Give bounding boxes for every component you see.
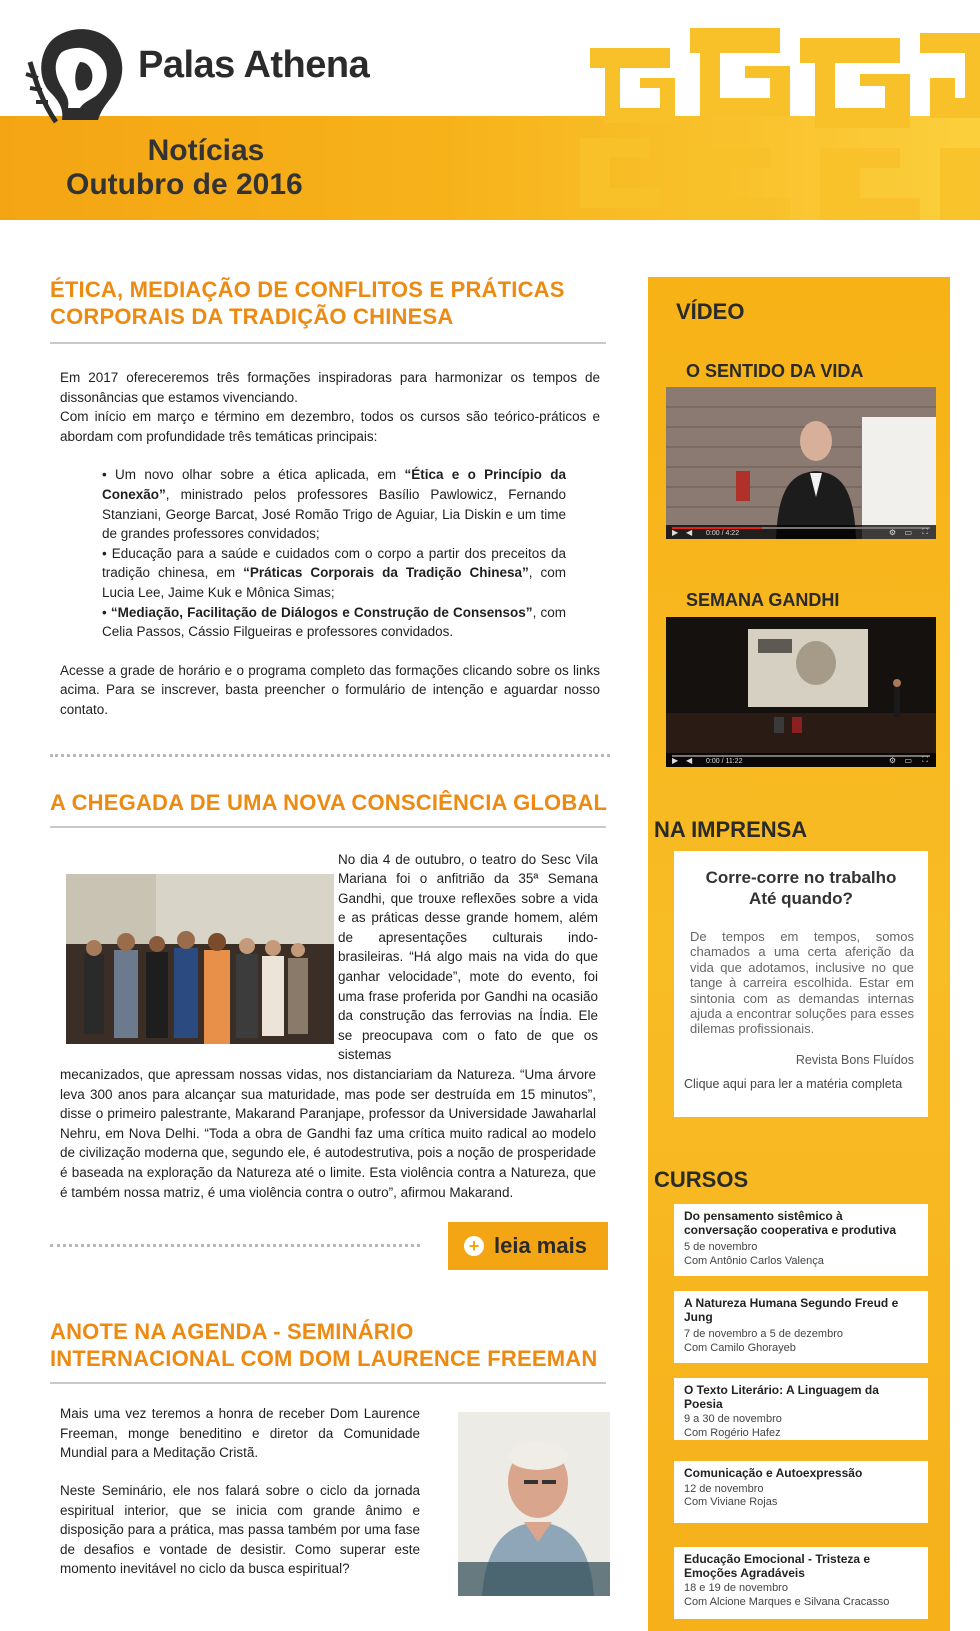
course-link[interactable]: “Ética e o Princípio da Conexão” (102, 467, 566, 502)
bullet-item (102, 544, 566, 603)
video-player[interactable] (666, 387, 936, 539)
course-date: 7 de novembro a 5 de dezembro (684, 1328, 843, 1340)
dotted-divider (50, 754, 610, 757)
article-gandhi (50, 789, 610, 1283)
event-photo (66, 874, 334, 1044)
course-title: Educação Emocional - Tristeza e Emoções Agradáveis (684, 1552, 871, 1580)
volume-icon[interactable]: ◀ (686, 528, 693, 537)
video-title: O SENTIDO DA VIDA (686, 361, 864, 381)
course-card[interactable] (674, 1378, 928, 1440)
press-text: De tempos em tempos, somos chamados a uma certa aferição da vida que adotamos, inclusive no que tange à carreira escolhida. Estar em sintonia com as demandas internas ajuda a encontrar soluções para esses dilemas profissionais. (690, 929, 914, 1037)
bullet-text: • Um novo olhar sobre a ética aplicada, em (102, 467, 405, 483)
paragraph: No dia 4 de outubro, o teatro do Sesc Vila Mariana foi o anfitrião da 35ª Semana Gandhi, que trouxe reflexões sobre a vida e as práticas desse grande homem, além de apresentações culturais indo-brasileiras. “Há algo mais na vida do que ganhar velocidade”, mote do evento, foi uma frase proferida por Gandhi na ocasião da construção das ferrovias na Índia. Ele se preocupava com o fato de que os sistemas (338, 851, 598, 1063)
course-teacher: Com Rogério Hafez (684, 1426, 781, 1439)
bullet-text: , ministrado pelos professores Basílio Pawlowicz, Fernando Stanziani, George Barcat, José Romão Trigo de Aguiar, Lia Diskin e um time de grandes professores convidados; (102, 486, 566, 542)
speaker-photo (458, 1412, 610, 1596)
newsletter-date: Outubro de 2016 (66, 168, 303, 201)
paragraph: mecanizados, que apressam nossas vidas, nos distanciariam da Natureza. “Uma árvore leva 300 anos para alcançar sua maturidade, mas pode ser destruída em 15 minutos”, disse o primeiro palestrante, Makarand Paranjape, professor da Universidade Jawaharlal Nehru, em Nova Delhi. “Toda a obra de Gandhi faz uma crítica muito radical ao modelo de civilização moderna que, segundo ele, é autodestrutiva, pois a noção de prosperidade é baseada na exploração da Natureza até o limite. Esta violência contra a Natureza, que é também nossa matriz, é uma violência contra o outro”, afirmou Makarand. (60, 1067, 596, 1200)
fullscreen-icon[interactable]: ⛶ (922, 755, 928, 764)
article-seminar (50, 1318, 610, 1594)
youtube-icon[interactable]: ▭ (904, 528, 912, 537)
course-card[interactable] (674, 1547, 928, 1619)
video-heading: VÍDEO (676, 299, 745, 324)
course-teacher: Com Antônio Carlos Valença (684, 1254, 824, 1267)
course-link[interactable]: “Mediação, Facilitação de Diálogos e Construção de Consensos” (110, 604, 533, 620)
press-title-line: Até quando? (749, 889, 853, 908)
course-link[interactable]: “Práticas Corporais da Tradição Chinesa” (243, 565, 529, 581)
newsletter-title: Notícias (147, 134, 265, 167)
article-ethics (50, 276, 610, 757)
brand-name: Palas Athena (138, 44, 370, 86)
video-player[interactable] (666, 617, 936, 767)
main-column (50, 276, 610, 1594)
article-title-line: ANOTE NA AGENDA - SEMINÁRIO (50, 1319, 414, 1345)
bullet-text: , com Celia Passos, Cássio Filgueiras e professores convidados. (102, 604, 566, 640)
athena-helmet-icon (22, 22, 134, 132)
paragraph: Acesse a grade de horário e o programa completo das formações clicando sobre os links acima. Para se inscrever, basta preencher o formulário de intenção e aguardar nosso contato. (60, 662, 600, 717)
read-more-button[interactable] (448, 1222, 608, 1270)
course-title: A Natureza Humana Segundo Freud e Jung (684, 1296, 899, 1324)
press-source: Revista Bons Fluídos (795, 1053, 914, 1067)
play-icon[interactable]: ▶ (672, 756, 679, 765)
course-title: Comunicação e Autoexpressão (684, 1466, 863, 1480)
press-title (674, 867, 928, 909)
article-title[interactable] (50, 1318, 610, 1372)
video-time: 0:00 / 11:22 (706, 758, 743, 765)
settings-icon[interactable]: ⚙ (888, 756, 896, 765)
article-title[interactable] (50, 276, 610, 330)
read-more-label: leia mais (494, 1233, 587, 1259)
bullet-text: • (102, 604, 111, 620)
course-date: 18 e 19 de novembro (684, 1582, 788, 1594)
paragraph: Com início em março e término em dezembro, todos os cursos são teórico-práticos e abordam com profundidade três temáticas principais: (60, 409, 600, 444)
fullscreen-icon[interactable]: ⛶ (922, 527, 928, 536)
bullet-item (102, 603, 566, 642)
article-title-line: ÉTICA, MEDIAÇÃO DE CONFLITOS E PRÁTICAS (50, 277, 565, 302)
press-read-link[interactable]: Clique aqui para ler a matéria completa (684, 1077, 903, 1091)
course-teacher: Com Alcione Marques e Silvana Cracasso (684, 1595, 890, 1608)
course-date: 12 de novembro (684, 1482, 764, 1495)
course-card[interactable] (674, 1204, 928, 1276)
settings-icon[interactable]: ⚙ (888, 528, 896, 537)
plus-circle-icon: + (464, 1236, 484, 1256)
course-date: 5 de novembro (684, 1241, 758, 1253)
course-title: O Texto Literário: A Linguagem da Poesia (684, 1383, 879, 1411)
video-time: 0:00 / 4:22 (706, 530, 740, 537)
course-card[interactable] (674, 1291, 928, 1363)
course-teacher: Com Camilo Ghorayeb (684, 1341, 796, 1354)
bullet-text: • Educação para a saúde e cuidados com o corpo a partir dos preceitos da tradição chinesa, em (102, 545, 566, 581)
press-card[interactable] (674, 851, 928, 1117)
greek-key-pattern-icon (580, 8, 980, 220)
sidebar (648, 277, 950, 1631)
play-icon[interactable]: ▶ (672, 528, 679, 537)
courses-heading: CURSOS (654, 1167, 749, 1192)
article-title[interactable]: A CHEGADA DE UMA NOVA CONSCIÊNCIA GLOBAL (50, 789, 608, 815)
paragraph: Em 2017 ofereceremos três formações inspiradoras para harmonizar os tempos de dissonâncias que estamos vivenciando. (60, 370, 600, 405)
bullet-item (102, 465, 566, 543)
paragraph: Neste Seminário, ele nos falará sobre o ciclo da jornada espiritual interior, que se inicia com grande ânimo e disposição para a prática, mas passa também por uma fase de desafios e vontade de desistir. Como superar este momento inevitável no ciclo da busca espiritual? (60, 1482, 420, 1577)
newsletter-header (0, 0, 980, 220)
divider (50, 1382, 606, 1384)
divider (50, 342, 606, 344)
press-title-line: Corre-corre no trabalho (705, 868, 897, 887)
course-date: 9 a 30 de novembro (684, 1413, 782, 1425)
course-card[interactable] (674, 1461, 928, 1523)
press-heading: NA IMPRENSA (654, 817, 808, 842)
divider (50, 826, 606, 828)
youtube-icon[interactable]: ▭ (904, 756, 912, 765)
article-title-line: CORPORAIS DA TRADIÇÃO CHINESA (50, 304, 454, 329)
volume-icon[interactable]: ◀ (686, 756, 693, 765)
article-title-line: INTERNACIONAL COM DOM LAURENCE FREEMAN (50, 1346, 598, 1372)
course-teacher: Com Viviane Rojas (684, 1496, 778, 1508)
dotted-divider (50, 1244, 420, 1247)
bullet-text: , com Lucia Lee, Jaime Kuk e Mônica Simas; (102, 565, 566, 600)
video-title: SEMANA GANDHI (686, 590, 840, 610)
course-title: Do pensamento sistêmico à conversação cooperativa e produtiva (684, 1209, 897, 1237)
paragraph: Mais uma vez teremos a honra de receber Dom Laurence Freeman, monge beneditino e diretor da Comunidade Mundial para a Meditação Cristã. (60, 1406, 420, 1461)
